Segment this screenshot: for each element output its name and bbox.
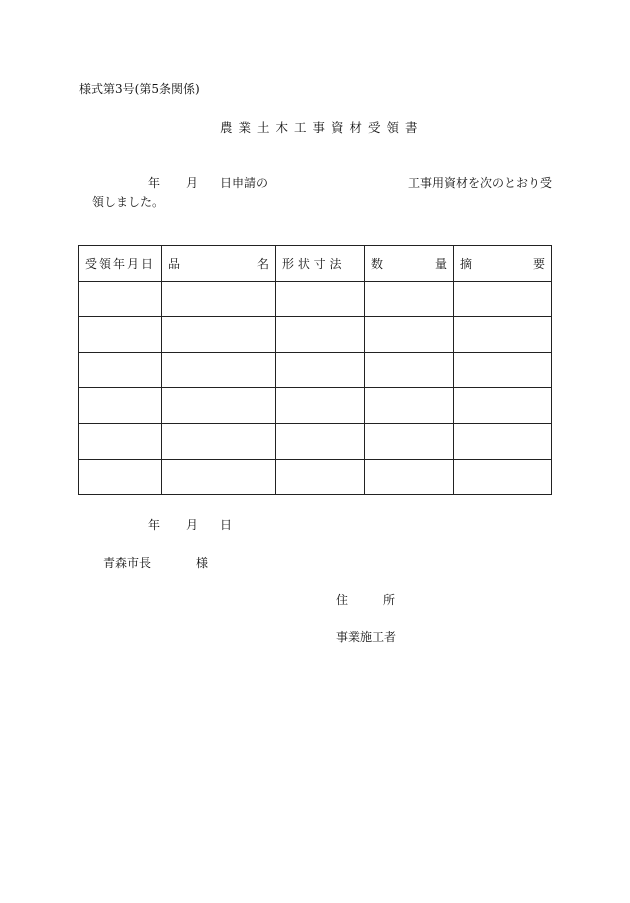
header-quantity: 数 量 [365, 246, 454, 282]
cell-quantity[interactable] [365, 459, 454, 495]
cell-size[interactable] [276, 423, 365, 459]
cell-quantity[interactable] [365, 317, 454, 353]
cell-size[interactable] [276, 317, 365, 353]
cell-date[interactable] [79, 317, 162, 353]
cell-remarks[interactable] [454, 317, 552, 353]
cell-size[interactable] [276, 352, 365, 388]
cell-remarks[interactable] [454, 281, 552, 317]
table-row [79, 423, 552, 459]
table-header-row [79, 246, 552, 282]
cell-date[interactable] [79, 459, 162, 495]
cell-item-name[interactable] [162, 459, 276, 495]
cell-item-name[interactable] [162, 388, 276, 424]
document-title: 農業土木工事資材受領書 [220, 120, 424, 135]
cell-quantity[interactable] [365, 423, 454, 459]
header-size: 形 状 寸 法 [276, 246, 365, 282]
cell-remarks[interactable] [454, 459, 552, 495]
table-row [79, 352, 552, 388]
header-item-name: 品 名 [162, 246, 276, 282]
cell-item-name[interactable] [162, 317, 276, 353]
operator-label: 事業施工者 [336, 630, 397, 644]
cell-date[interactable] [79, 388, 162, 424]
addressee-name: 青森市長 [103, 556, 152, 570]
cell-date[interactable] [79, 281, 162, 317]
cell-item-name[interactable] [162, 281, 276, 317]
cell-size[interactable] [276, 281, 365, 317]
address-label-left: 住 [336, 593, 349, 607]
header-remarks: 摘 要 [454, 246, 552, 282]
request-continuation: 領しました。 [92, 195, 165, 209]
receipt-date-year: 年 [148, 518, 161, 532]
form-number: 様式第3号(第5条関係) [79, 82, 200, 96]
receipt-date-month: 月 [186, 518, 199, 532]
receipt-date-day: 日 [220, 518, 233, 532]
header-date: 受領年月日 [79, 246, 162, 282]
table-row [79, 388, 552, 424]
cell-size[interactable] [276, 388, 365, 424]
address-label-right: 所 [383, 593, 396, 607]
request-month: 月 [186, 176, 199, 190]
addressee-honorific: 様 [196, 556, 209, 570]
cell-item-name[interactable] [162, 423, 276, 459]
cell-date[interactable] [79, 352, 162, 388]
receipt-table [78, 245, 552, 495]
cell-size[interactable] [276, 459, 365, 495]
cell-date[interactable] [79, 423, 162, 459]
request-day-label: 日申請の [220, 176, 269, 190]
cell-quantity[interactable] [365, 388, 454, 424]
cell-item-name[interactable] [162, 352, 276, 388]
table-row [79, 459, 552, 495]
cell-quantity[interactable] [365, 352, 454, 388]
cell-remarks[interactable] [454, 352, 552, 388]
table-row [79, 281, 552, 317]
cell-remarks[interactable] [454, 423, 552, 459]
cell-quantity[interactable] [365, 281, 454, 317]
request-year: 年 [148, 176, 161, 190]
table-row [79, 317, 552, 353]
request-material-text: 工事用資材を次のとおり受 [408, 176, 553, 190]
cell-remarks[interactable] [454, 388, 552, 424]
